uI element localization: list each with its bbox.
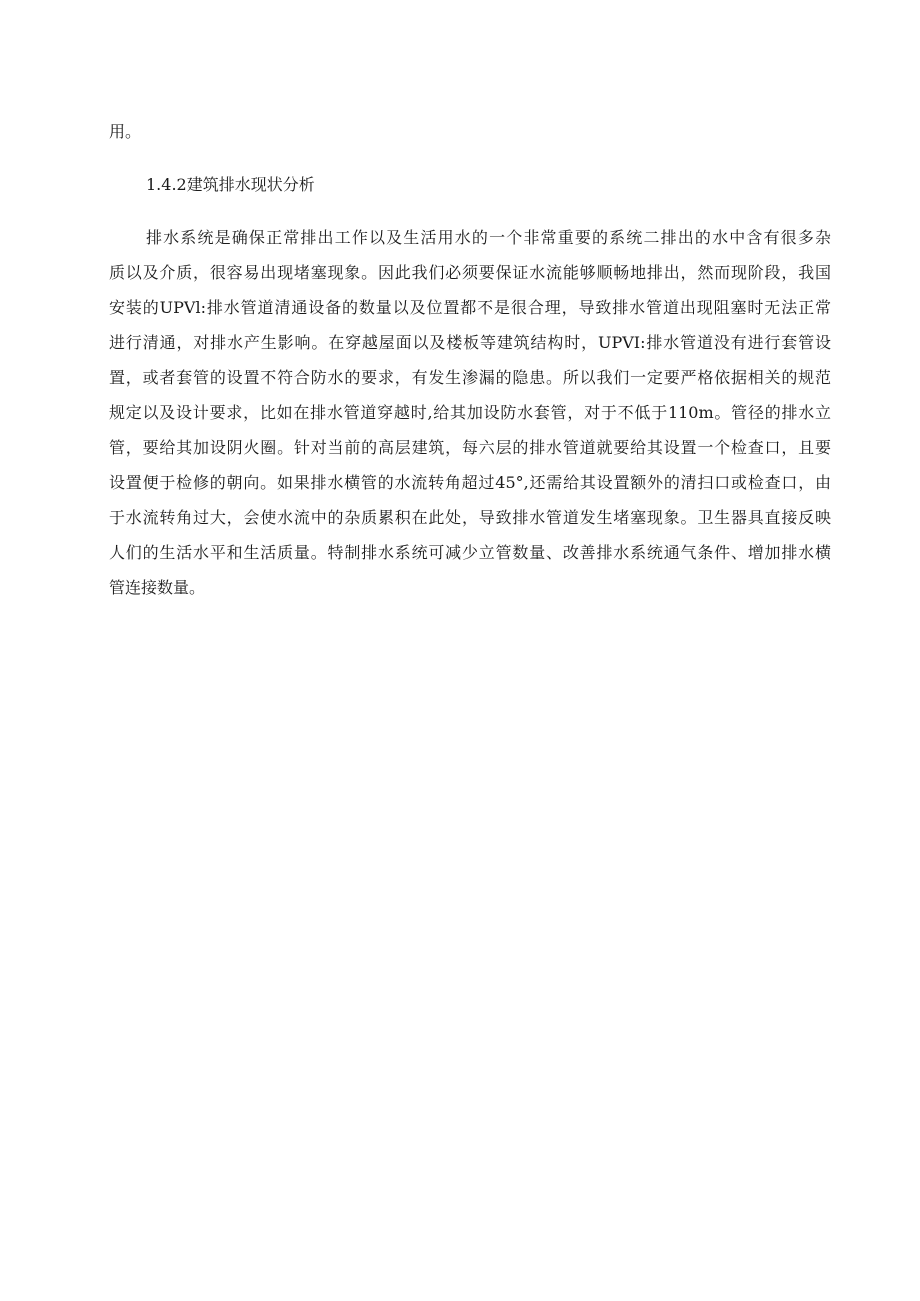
paragraph-line: 于水流转角过大，会使水流中的杂质累积在此处，导致排水管道发生堵塞现象。卫生器具直接反映 — [109, 508, 831, 527]
paragraph-line: 安装的UPVl:排水管道清通设备的数量以及位置都不是很合理，导致排水管道出现阻塞时无法正常 — [109, 298, 831, 317]
paragraph-line: 进行清通，对排水产生影响。在穿越屋面以及楼板等建筑结构时，UPVI:排水管道没有进行套管设 — [109, 333, 831, 352]
section-heading: 1.4.2建筑排水现状分析 — [146, 175, 315, 194]
paragraph-line: 置，或者套管的设置不符合防水的要求，有发生渗漏的隐患。所以我们一定要严格依据相关的规范 — [109, 368, 831, 387]
paragraph-line: 管，要给其加设阴火圈。针对当前的高层建筑，每六层的排水管道就要给其设置一个检查口，且要 — [109, 438, 831, 457]
carryover-text: 用。 — [109, 122, 142, 141]
paragraph-line: 管连接数量。 — [109, 578, 206, 597]
paragraph-line: 规定以及设计要求，比如在排水管道穿越时,给其加设防水套管，对于不低于110m。管径的排水立 — [109, 403, 831, 422]
paragraph-line: 人们的生活水平和生活质量。特制排水系统可减少立管数量、改善排水系统通气条件、增加排水横 — [109, 543, 831, 562]
paragraph-line: 设置便于检修的朝向。如果排水横管的水流转角超过45°,还需给其设置额外的清扫口或检查口，由 — [109, 473, 831, 492]
paragraph-line: 排水系统是确保正常排出工作以及生活用水的一个非常重要的系统二排出的水中含有很多杂 — [146, 228, 831, 247]
paragraph-line: 质以及介质，很容易出现堵塞现象。因此我们必须要保证水流能够顺畅地排出，然而现阶段，我国 — [109, 263, 831, 282]
